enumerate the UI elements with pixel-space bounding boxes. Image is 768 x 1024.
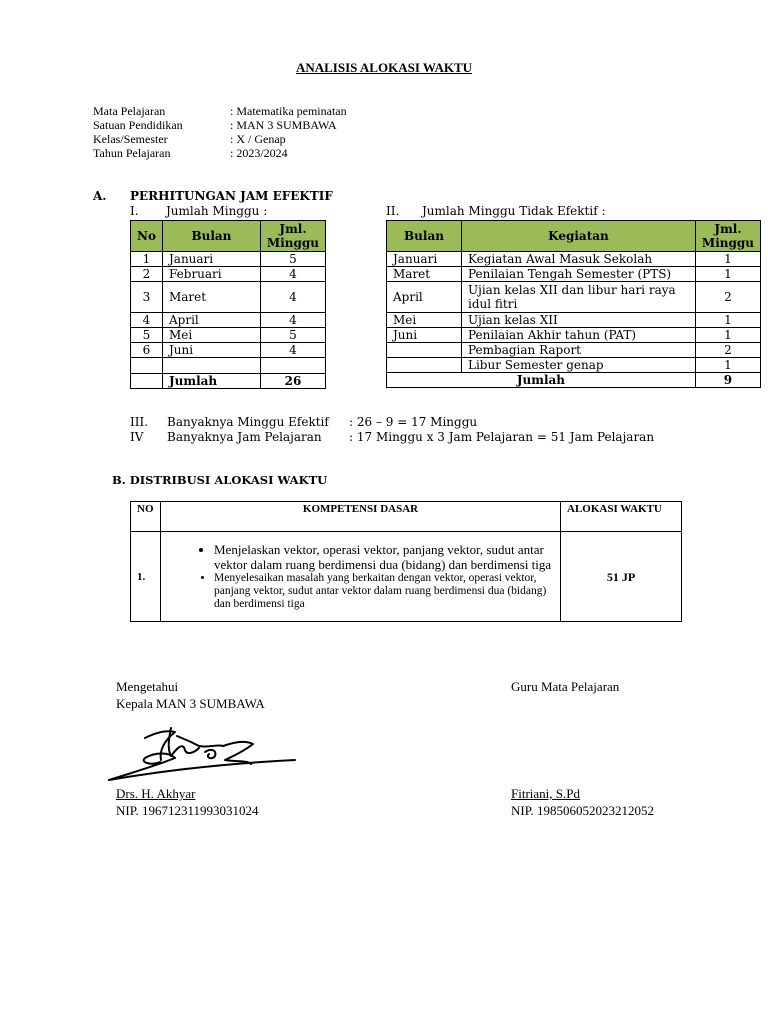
signer-nip: NIP. 198506052023212052 [511,803,655,818]
table-row [387,313,761,328]
info-value: : MAN 3 SUMBAWA [230,118,337,132]
table-row [131,328,326,343]
subheading-2-title: Jumlah Minggu Tidak Efektif : [422,204,606,218]
signature-role: Guru Mata Pelajaran [511,679,620,694]
subheading-1-number: I. [130,204,139,218]
cell-no: 1 [131,252,163,267]
info-label: Tahun Pelajaran [93,146,171,160]
cell-bulan: Maret [162,282,260,313]
col-header-no: No [131,221,163,252]
table-row [387,252,761,267]
col-header-jml: Jml. Minggu [260,221,325,252]
signer-name [116,785,262,802]
distribution-table [130,501,682,622]
cell-jml: 5 [260,328,325,343]
calc-value: : 26 – 9 = 17 Minggu [349,415,478,429]
table-row [131,343,326,358]
cell-bulan [387,343,462,358]
col-header-jml: Jml. Minggu [695,221,760,252]
cell-jml: 5 [260,252,325,267]
cell-jml: 4 [260,267,325,282]
non-effective-weeks-table [386,220,761,388]
signer-name-text: Fitriani, S.Pd [511,786,580,801]
cell-jml: 1 [695,328,760,343]
cell-no: 1. [131,532,161,622]
section-b-heading: B. DISTRIBUSI ALOKASI WAKTU [112,473,328,487]
cell-kegiatan: Penilaian Akhir tahun (PAT) [462,328,696,343]
subheading-1 [130,204,267,218]
cell-jml: 4 [260,282,325,313]
subheading-2-number: II. [386,204,400,218]
signer-name-text: Drs. H. Akhyar [116,786,196,801]
right-signature-name-block [511,785,654,819]
total-value: 9 [695,373,760,388]
left-signature-block [116,678,265,712]
calc-value: : 17 Minggu x 3 Jam Pelajaran = 51 Jam Pelajaran [349,430,655,444]
cell-kompetensi [161,532,561,622]
cell-no: 4 [131,313,163,328]
subheading-1-title: Jumlah Minggu : [166,204,268,218]
cell-jml: 1 [695,267,760,282]
cell-bulan: Januari [387,252,462,267]
total-label: Jumlah [162,374,260,389]
cell-no: 3 [131,282,163,313]
calc-label: Banyaknya Minggu Efektif [167,415,329,429]
cell-kegiatan: Libur Semester genap [462,358,696,373]
left-signature-name-block [116,785,262,819]
cell-jml: 4 [260,343,325,358]
table-row [131,282,326,313]
info-value: : 2023/2024 [230,146,288,160]
total-value: 26 [260,374,325,389]
col-header-kegiatan: Kegiatan [462,221,696,252]
cell-jml: 4 [260,313,325,328]
cell-kegiatan: Ujian kelas XII [462,313,696,328]
subheading-2 [386,204,606,218]
table-row [131,313,326,328]
cell-kegiatan: Ujian kelas XII dan libur hari raya idul fitri [462,282,696,313]
info-label: Satuan Pendidikan [93,118,183,132]
effective-weeks-table [130,220,326,389]
col-header-no: NO [131,502,161,532]
info-value: : Matematika peminatan [230,104,347,118]
table-row [387,267,761,282]
total-row [131,374,326,389]
section-a-title: PERHITUNGAN JAM EFEKTIF [130,189,333,203]
total-row [387,373,761,388]
info-block [93,104,347,160]
signer-nip: NIP. 196712311993031024 [116,803,259,818]
total-label: Jumlah [387,373,696,388]
table-row [131,267,326,282]
signature-role: Kepala MAN 3 SUMBAWA [116,696,265,711]
cell-jml: 1 [695,358,760,373]
cell-bulan: Juni [387,328,462,343]
cell-bulan [387,358,462,373]
cell-jml: 2 [695,343,760,358]
cell-bulan: Mei [387,313,462,328]
cell-jml: 2 [695,282,760,313]
info-label: Kelas/Semester [93,132,168,146]
col-header-kompetensi: KOMPETENSI DASAR [161,502,561,532]
col-header-bulan: Bulan [387,221,462,252]
cell-bulan: April [387,282,462,313]
info-value: : X / Genap [230,132,286,146]
cell-bulan: April [162,313,260,328]
col-header-alokasi: ALOKASI WAKTU [561,502,682,532]
info-label: Mata Pelajaran [93,104,166,118]
cell-kegiatan: Kegiatan Awal Masuk Sekolah [462,252,696,267]
signer-name [511,785,654,802]
calc-number: IV [130,430,144,444]
cell-no: 6 [131,343,163,358]
cell-no: 2 [131,267,163,282]
calc-number: III. [130,415,149,429]
cell-bulan: Februari [162,267,260,282]
cell-bulan: Januari [162,252,260,267]
document-title: ANALISIS ALOKASI WAKTU [295,60,473,75]
cell-bulan: Maret [387,267,462,282]
cell-kegiatan: Penilaian Tengah Semester (PTS) [462,267,696,282]
table-row [131,532,682,622]
cell-bulan: Juni [162,343,260,358]
right-signature-block [511,678,619,695]
list-item: • Menyelesaikan masalah yang berkaitan dengan vektor, operasi vektor, panjang vektor, sudut antar vektor dalam ruang berdimensi dua (bidang) dan berdimensi tiga [214,572,554,611]
section-a-heading [93,189,333,203]
cell-jml: 1 [695,313,760,328]
section-a-number: A. [93,189,107,203]
table-row [387,343,761,358]
cell-no: 5 [131,328,163,343]
calculation-block [130,415,654,445]
cell-jml: 1 [695,252,760,267]
list-item: • Menjelaskan vektor, operasi vektor, panjang vektor, sudut antar vektor dalam ruang berdimensi dua (bidang) dan berdimensi tiga [214,542,554,572]
table-row [387,358,761,373]
signature-caption: Mengetahui [116,679,179,694]
col-header-bulan: Bulan [162,221,260,252]
handwritten-signature [105,722,305,784]
cell-bulan: Mei [162,328,260,343]
table-row [387,282,761,313]
table-row [387,328,761,343]
table-row [131,252,326,267]
cell-kegiatan: Pembagian Raport [462,343,696,358]
cell-alokasi: 51 JP [561,532,682,622]
calc-label: Banyaknya Jam Pelajaran [167,430,322,444]
kompetensi-list [167,542,554,611]
table-row-empty [131,358,326,374]
